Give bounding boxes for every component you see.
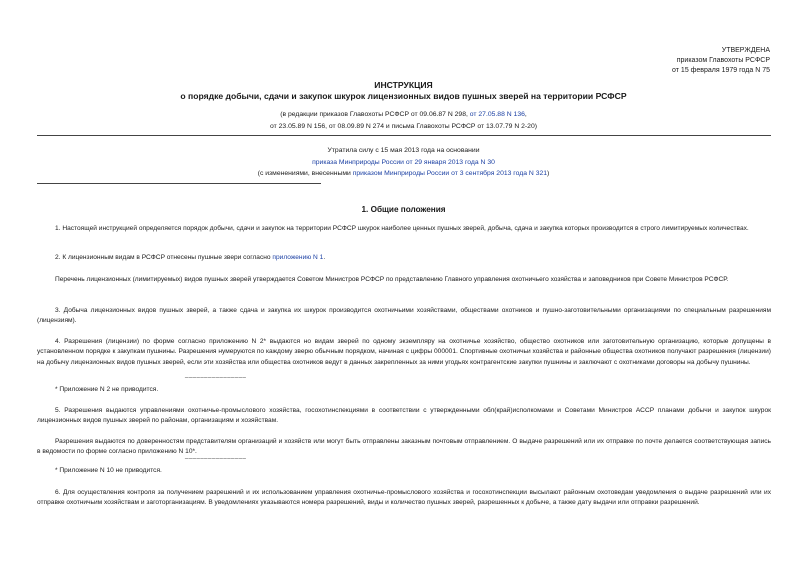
footnote-2: * Приложение N 10 не приводится. xyxy=(55,467,162,474)
validity-line-1: Утратила силу с 15 мая 2013 года на основании xyxy=(327,147,480,154)
paragraph-2 xyxy=(37,253,771,263)
edition-line-2: от 23.05.89 N 156, от 08.09.89 N 274 и письма Главохоты РСФСР от 13.07.79 N 2-20) xyxy=(270,122,537,130)
edition-note xyxy=(0,109,807,132)
paragraph-6: 5. Разрешения выдаются управлениями охотничье-промыслового хозяйства, госохотинспекциями в соответствии с утвержденными обл(край)исполкомами и Советами Министров АССР планами добычи и закупок шкурок лицензионных видов пушных зверей по районам, организациям и хозяйствам. xyxy=(37,407,771,425)
paragraph-2-end: . xyxy=(323,254,326,261)
validity-text-end: ) xyxy=(547,170,550,177)
validity-line-2 xyxy=(0,157,807,169)
title-line-1: ИНСТРУКЦИЯ xyxy=(374,80,433,90)
title-line-2: о порядке добычи, сдачи и закупок шкурок лицензионных видов пушных зверей на территории РСФСР xyxy=(180,91,627,101)
approval-line-3: от 15 февраля 1979 года N 75 xyxy=(672,67,770,74)
validity-note xyxy=(0,145,807,180)
footnote-1: * Приложение N 2 не приводится. xyxy=(55,386,159,393)
validity-text: (с изменениями, внесенными xyxy=(257,170,353,177)
footnote-separator-2: ________________ xyxy=(185,453,247,459)
edition-text-end: , xyxy=(524,111,527,118)
validity-line-3 xyxy=(0,168,807,180)
edition-line-1 xyxy=(0,109,807,121)
divider-short xyxy=(37,183,321,184)
paragraph-5: 4. Разрешения (лицензии) по форме согласно приложению N 2* выдаются но видам зверей по одному экземпляру на охотничье хозяйство, общество охотников или заготовительную организацию, которые допущены в установленном порядке к закупкам пушнины. Разрешения нумеруются по каждому зверю обычным порядком, начиная с цифры 000001. Спортивные охотничьи хозяйства и районные общества охотников получают разрешения (лицензии) на добычу лицензионных видов пушных зверей, если эти хозяйства или общества охотников ведут в данных закрепленных за ними угодьях контрагентские закупки пушнины и заключают с охотниками договоры на добычу пушнины. xyxy=(37,338,771,366)
document-title xyxy=(0,80,807,102)
approval-line-1: УТВЕРЖДЕНА xyxy=(721,47,770,54)
paragraph-2-text: 2. К лицензионным видам в РСФСР отнесены пушные звери согласно xyxy=(55,254,273,261)
repeal-order-link[interactable]: приказа Минприроды России от 29 января 2013 года N 30 xyxy=(312,158,495,166)
edition-text: (в редакции приказов Главохоты РСФСР от 09.06.87 N 298, xyxy=(280,111,470,118)
appendix-1-link[interactable]: приложению N 1 xyxy=(272,254,324,261)
paragraph-7: Разрешения выдаются по доверенностям представителям организаций и хозяйств или могут быть отправлены заказным почтовым отправлением. О выдаче разрешений или их отправке по почте делается соответствующая запись в ведомости по форме согласно приложению N 10*. xyxy=(37,438,771,456)
paragraph-8: 6. Для осуществления контроля за получением разрешений и их использованием управления охотничье-промыслового хозяйства и госохотинспекции высылают районным охотоведам уведомления о выдаче разрешений или их отправке охотничьим хозяйствам и заготорганизациям. В уведомлениях указываются номера разрешений, виды и количество пушных зверей, разрешенных к добыче, а также дату выдачи или отправки разрешений. xyxy=(37,489,771,507)
paragraph-1: 1. Настоящей инструкцией определяется порядок добычи, сдачи и закупок на территории РСФСР шкурок наиболее ценных пушных зверей, добыча, сдача и закупка которых производится в строго лимитируемых количествах. xyxy=(55,225,749,232)
footnote-separator-1: ________________ xyxy=(185,372,247,378)
amendment-order-link[interactable]: приказом Минприроды России от 3 сентября 2013 года N 321 xyxy=(352,170,548,177)
paragraph-4: 3. Добыча лицензионных видов пушных зверей, а также сдача и закупка их шкурок производится охотничьими хозяйствами, обществами охотников и пушно-заготовительными организациями по специальным разрешениям (лицензиям). xyxy=(37,307,771,325)
section-heading: 1. Общие положения xyxy=(361,205,446,214)
approval-stamp xyxy=(672,46,770,76)
approval-line-2: приказом Главохоты РСФСР xyxy=(676,57,770,64)
edition-order-link[interactable]: от 27.05.88 N 136 xyxy=(469,111,525,118)
paragraph-3: Перечень лицензионных (лимитируемых) видов пушных зверей утверждается Советом Министров РСФСР по представлению Главного управления охотничьего хозяйства и заповедников при Совете Министров РСФСР. xyxy=(55,276,729,283)
divider-top xyxy=(37,135,771,136)
